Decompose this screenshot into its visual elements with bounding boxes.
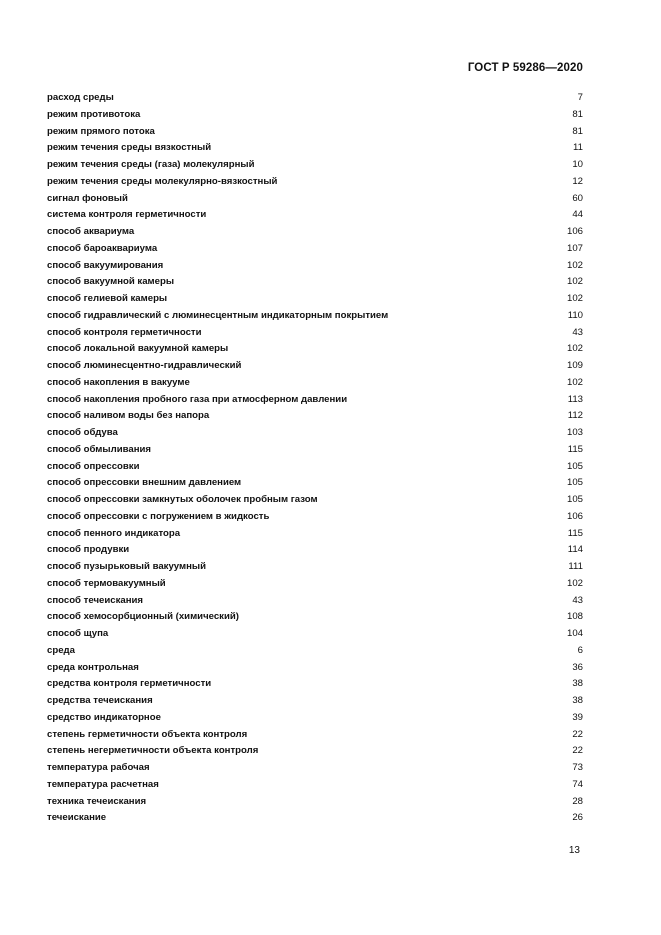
index-entry <box>47 325 583 342</box>
index-page-ref: 102 <box>566 577 583 589</box>
index-page-ref: 114 <box>567 544 583 556</box>
index-page-ref: 110 <box>567 309 583 321</box>
index-entry <box>47 760 583 777</box>
index-page-ref: 112 <box>567 410 583 422</box>
index-page-ref: 36 <box>572 661 583 673</box>
index-term: способ аквариума <box>47 226 135 237</box>
index-term: степень негерметичности объекта контроля <box>47 745 259 757</box>
index-term: способ термовакуумный <box>47 577 166 589</box>
index-entry <box>47 660 583 677</box>
index-page-ref: 6 <box>577 644 583 656</box>
index-entry <box>47 291 583 308</box>
index-term: способ гелиевой камеры <box>47 293 168 304</box>
index-term: способ пузырьковый вакуумный <box>47 561 206 572</box>
index-entry <box>47 408 583 425</box>
index-entry <box>47 693 583 710</box>
index-page-ref: 11 <box>573 142 583 154</box>
index-term: способ бароаквариума <box>47 242 158 254</box>
index-entry <box>47 392 583 409</box>
index-entry <box>47 643 583 660</box>
index-page-ref: 81 <box>572 108 583 120</box>
index-term: способ накопления пробного газа при атмосферном давлении <box>47 393 348 405</box>
index-term: способ наливом воды без напора <box>47 410 210 422</box>
page-header-standard-code: ГОСТ Р 59286—2020 <box>467 62 583 74</box>
index-entry <box>47 743 583 760</box>
index-entry <box>47 274 583 291</box>
index-page-ref: 111 <box>568 561 583 572</box>
index-term: способ пенного индикатора <box>47 527 181 539</box>
index-term: средства контроля герметичности <box>47 678 212 690</box>
index-entry <box>47 727 583 744</box>
index-term: температура расчетная <box>47 778 159 790</box>
index-entry <box>47 90 583 107</box>
index-entry <box>47 442 583 459</box>
index-entry <box>47 609 583 626</box>
index-page-ref: 39 <box>572 711 583 723</box>
index-entry <box>47 542 583 559</box>
index-term: способ обмыливания <box>47 443 151 455</box>
index-entry <box>47 576 583 593</box>
index-term: способ щупа <box>47 628 109 639</box>
index-page-ref: 102 <box>566 343 583 355</box>
index-page-ref: 43 <box>572 594 583 606</box>
page-number: 13 <box>568 845 580 856</box>
index-page-ref: 7 <box>577 92 583 103</box>
index-page-ref: 26 <box>572 812 583 824</box>
index-term: способ течеискания <box>47 594 144 606</box>
index-entry <box>47 375 583 392</box>
index-term: способ вакуумной камеры <box>47 276 175 288</box>
index-term: способ вакуумирования <box>47 259 164 271</box>
index-page-ref: 74 <box>572 778 583 790</box>
index-term: способ накопления в вакууме <box>47 376 190 388</box>
index-entry <box>47 509 583 526</box>
index-page-ref: 12 <box>572 175 583 187</box>
index-term: средство индикаторное <box>47 711 161 723</box>
index-term: средства течеискания <box>47 695 153 706</box>
index-term: способ хемосорбционный (химический) <box>47 611 239 623</box>
index-entry <box>47 191 583 208</box>
index-page-ref: 22 <box>572 745 583 757</box>
index-entry <box>47 308 583 325</box>
index-entry <box>47 676 583 693</box>
index-entry <box>47 107 583 124</box>
index-term: способ опрессовки с погружением в жидкость <box>47 510 270 522</box>
index-term: режим противотока <box>47 108 141 120</box>
index-entry <box>47 241 583 258</box>
index-term: способ опрессовки замкнутых оболочек пробным газом <box>47 494 318 505</box>
index-term: режим течения среды вязкостный <box>47 142 212 154</box>
index-page-ref: 115 <box>567 527 583 539</box>
index-term: способ локальной вакуумной камеры <box>47 343 229 355</box>
index-page-ref: 102 <box>566 376 583 388</box>
index-term: сигнал фоновый <box>47 192 128 204</box>
index-page-ref: 43 <box>572 326 583 338</box>
index-page-ref: 10 <box>572 159 583 170</box>
index-term: режим прямого потока <box>47 125 155 137</box>
index-term: расход среды <box>47 92 114 103</box>
index-page-ref: 107 <box>566 242 583 254</box>
index-entry <box>47 794 583 811</box>
index-term: температура рабочая <box>47 762 150 773</box>
alphabetical-index-list <box>47 90 583 827</box>
index-page-ref: 38 <box>572 678 583 690</box>
index-page-ref: 102 <box>566 293 583 304</box>
index-entry <box>47 810 583 827</box>
index-term: техника течеискания <box>47 795 147 807</box>
index-term: способ контроля герметичности <box>47 326 202 338</box>
index-term: способ люминесцентно-гидравлический <box>47 360 242 371</box>
index-term: система контроля герметичности <box>47 209 207 221</box>
index-term: режим течения среды молекулярно-вязкостный <box>47 175 278 187</box>
index-page-ref: 104 <box>566 628 583 639</box>
index-page-ref: 105 <box>566 460 583 472</box>
index-term: способ обдува <box>47 427 118 438</box>
index-page-ref: 106 <box>566 510 583 522</box>
index-entry <box>47 710 583 727</box>
index-entry <box>47 626 583 643</box>
index-entry <box>47 459 583 476</box>
index-entry <box>47 341 583 358</box>
index-entry <box>47 258 583 275</box>
index-term: способ продувки <box>47 544 130 556</box>
index-entry <box>47 124 583 141</box>
index-page-ref: 38 <box>572 695 583 706</box>
index-page-ref: 105 <box>566 494 583 505</box>
index-page-ref: 73 <box>572 762 583 773</box>
index-term: способ гидравлический с люминесцентным индикаторным покрытием <box>47 309 389 321</box>
index-page-ref: 44 <box>572 209 583 221</box>
index-page-ref: 81 <box>572 125 583 137</box>
index-page-ref: 60 <box>572 192 583 204</box>
index-entry <box>47 593 583 610</box>
index-term: режим течения среды (газа) молекулярный <box>47 159 255 170</box>
index-page-ref: 105 <box>566 477 583 489</box>
index-page-ref: 103 <box>566 427 583 438</box>
index-entry <box>47 224 583 241</box>
index-entry <box>47 526 583 543</box>
index-entry <box>47 475 583 492</box>
index-entry <box>47 140 583 157</box>
index-term: способ опрессовки <box>47 460 140 472</box>
index-entry <box>47 492 583 509</box>
index-page-ref: 108 <box>566 611 583 623</box>
index-term: течеискание <box>47 812 107 824</box>
index-page-ref: 22 <box>572 728 583 740</box>
index-entry <box>47 174 583 191</box>
index-entry <box>47 157 583 174</box>
index-page-ref: 28 <box>572 795 583 807</box>
index-page-ref: 113 <box>567 393 583 405</box>
index-entry <box>47 777 583 794</box>
index-entry <box>47 207 583 224</box>
index-term: среда <box>47 644 75 656</box>
index-page-ref: 109 <box>566 360 583 371</box>
index-entry <box>47 559 583 576</box>
index-term: степень герметичности объекта контроля <box>47 728 248 740</box>
index-term: среда контрольная <box>47 661 139 673</box>
index-page-ref: 102 <box>566 276 583 288</box>
index-entry <box>47 425 583 442</box>
index-entry <box>47 358 583 375</box>
index-term: способ опрессовки внешним давлением <box>47 477 242 489</box>
index-page-ref: 115 <box>567 443 583 455</box>
index-page-ref: 102 <box>566 259 583 271</box>
index-page-ref: 106 <box>566 226 583 237</box>
